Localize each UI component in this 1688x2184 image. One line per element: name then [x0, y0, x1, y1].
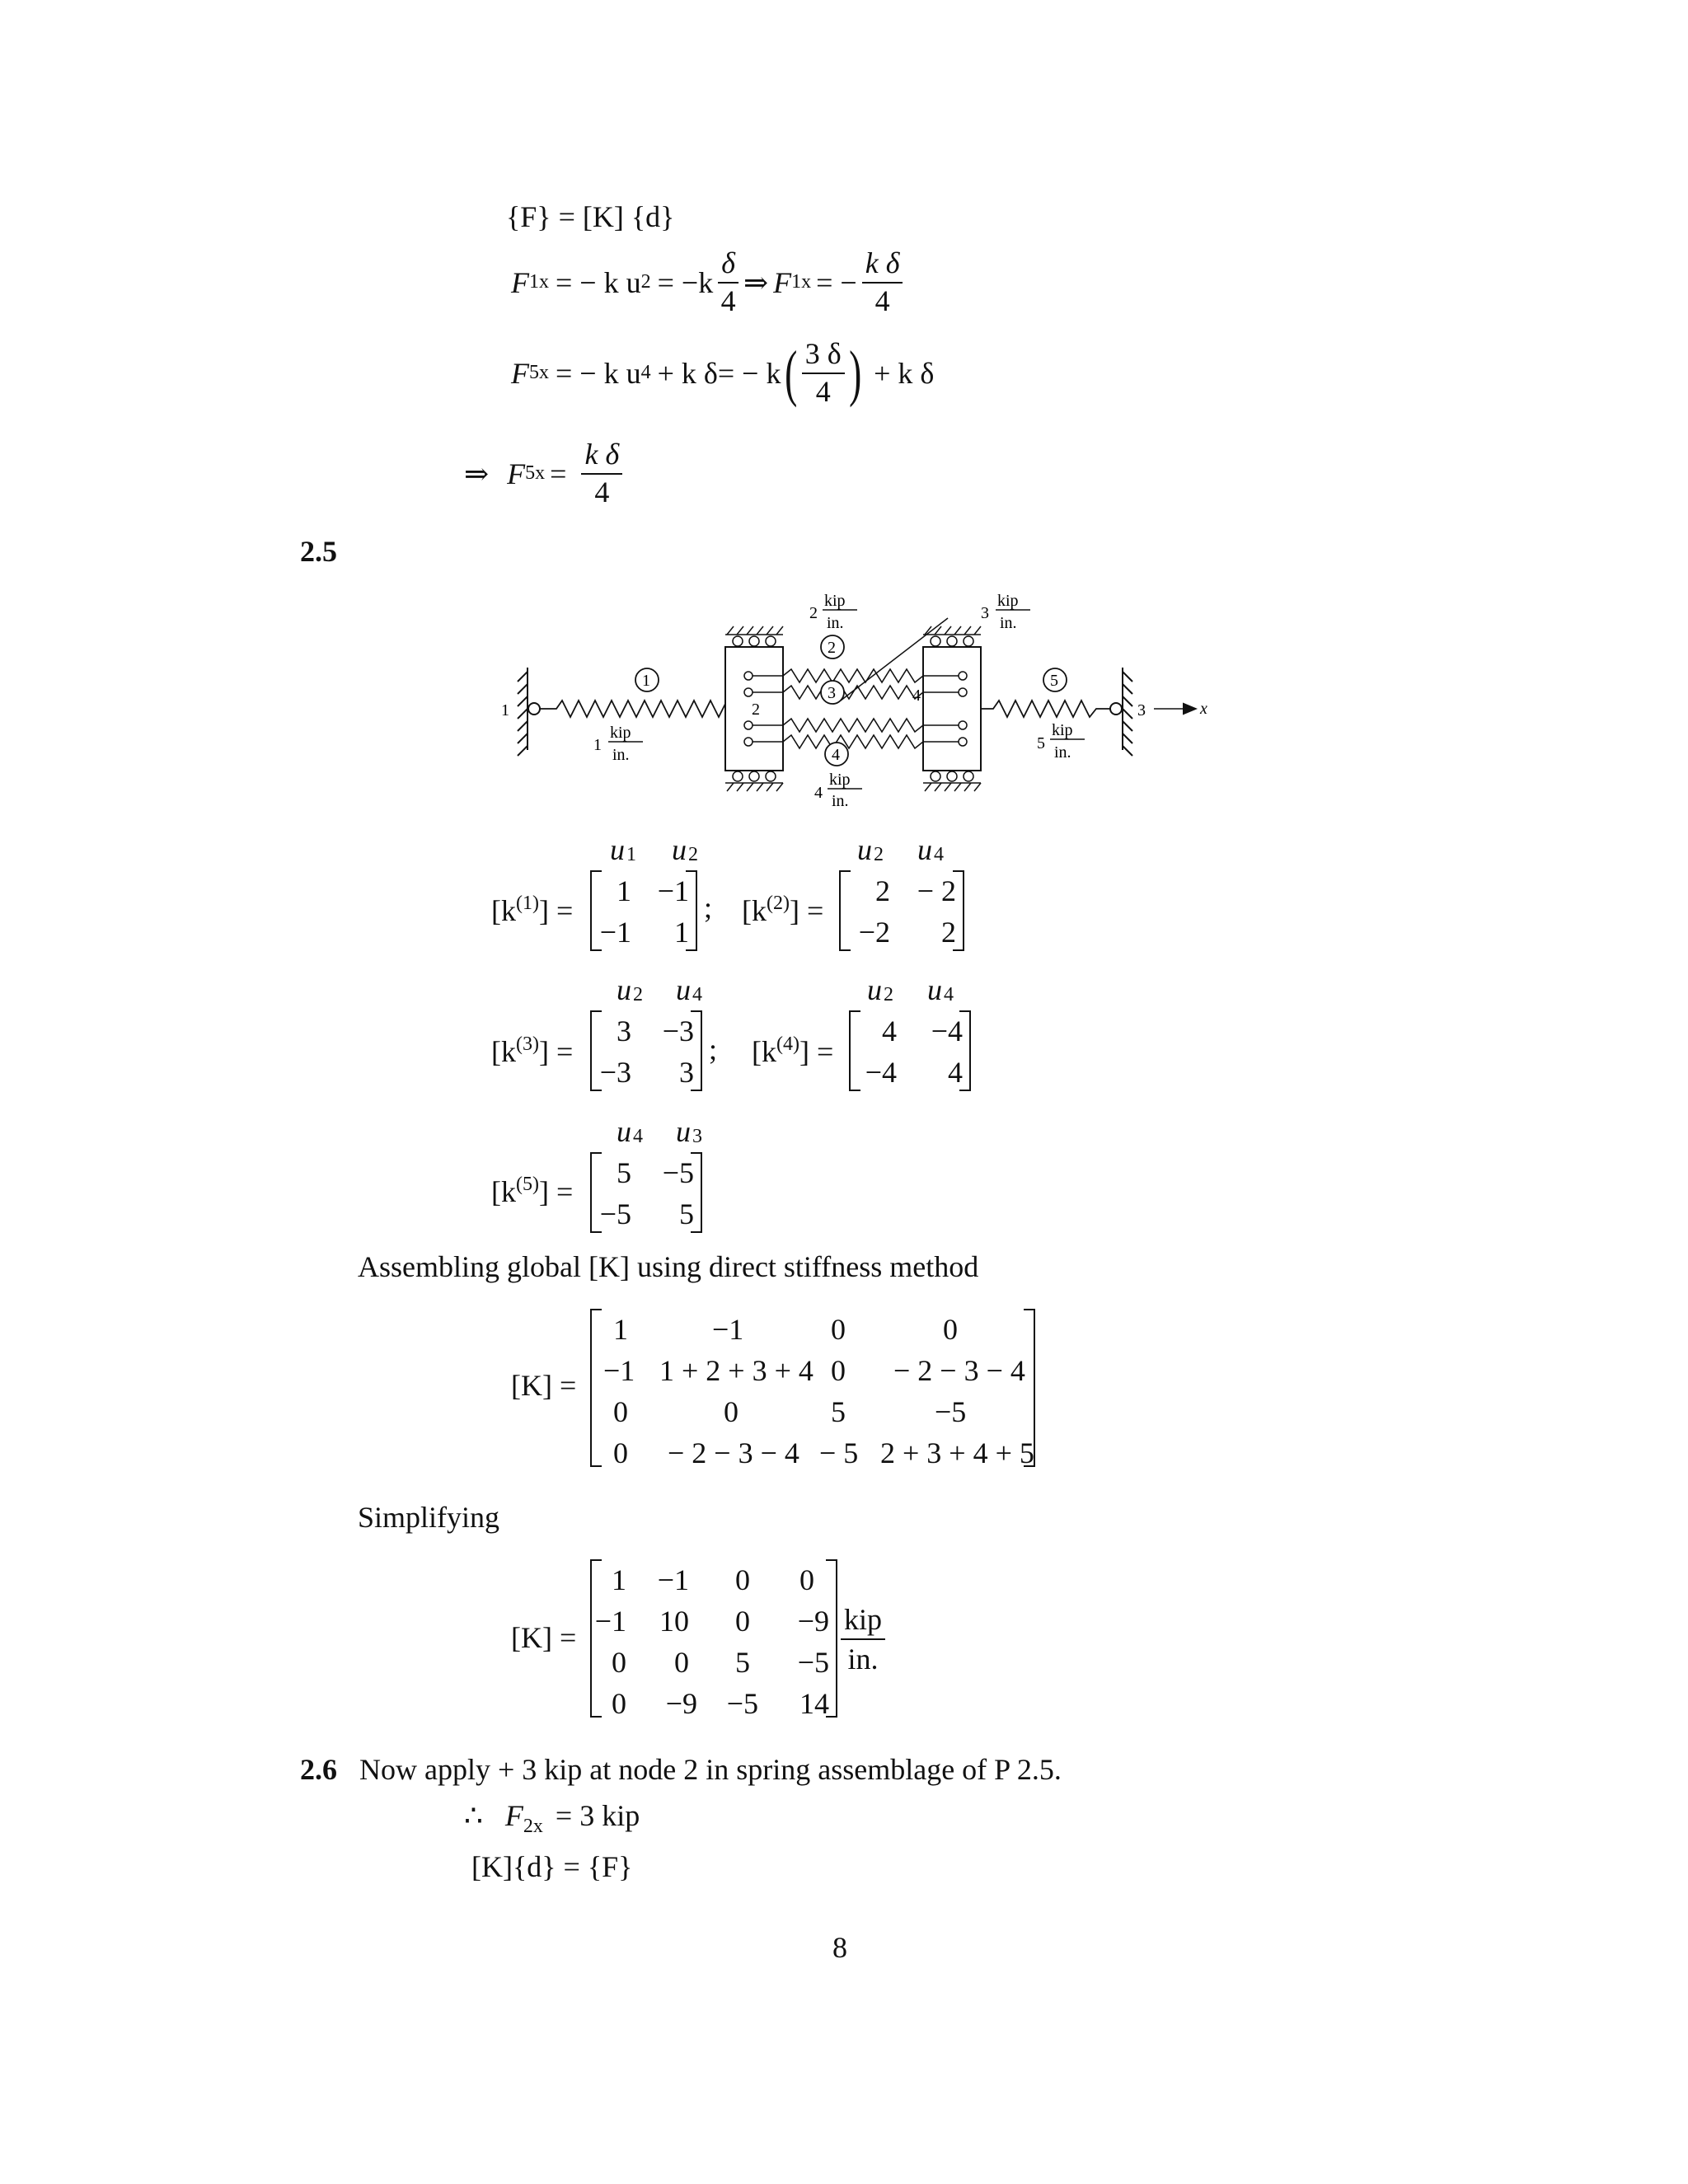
stiffness-2-unit-den: in. — [827, 614, 844, 632]
fraction-delta-over-4: $\frac{\delta}{4}$ — [718, 247, 738, 317]
K-simplified-cell: −5 — [797, 1646, 829, 1679]
simplified-K-matrix — [590, 1559, 837, 1718]
k2-cell: −2 — [858, 916, 890, 949]
k3-cell: −3 — [662, 1015, 694, 1047]
stiffness-4-value: 4 — [814, 784, 823, 802]
close-paren: ) — [848, 338, 862, 408]
stiffness-2-unit-num: kip — [824, 592, 846, 610]
k1-cell: −1 — [657, 874, 689, 907]
k1-matrix — [590, 870, 697, 951]
node-3-label: 3 — [1137, 701, 1146, 719]
k4-label: $[k^{(4)}]$ = — [752, 1033, 834, 1068]
k5-col-header-u3: u — [676, 1115, 691, 1148]
k3-col-sub-4: 4 — [692, 984, 702, 1005]
k4-cell: 4 — [882, 1015, 897, 1047]
node-1-pin — [528, 703, 540, 715]
k5-col-sub-4: 4 — [633, 1126, 643, 1147]
section-2-6-text: Now apply + 3 kip at node 2 in spring assemblage of P 2.5. — [359, 1753, 1062, 1786]
stiffness-1-unit-num: kip — [610, 724, 631, 742]
k2-cell: 2 — [941, 916, 956, 949]
stiffness-3-unit-den: in. — [1000, 614, 1017, 632]
k4-col-sub-4: 4 — [944, 984, 954, 1005]
K-cell: −1 — [603, 1354, 635, 1387]
stiffness-4-unit-den: in. — [832, 792, 849, 810]
k4-cell: 4 — [948, 1056, 963, 1089]
K-simplified-cell: 0 — [735, 1563, 750, 1596]
K-simplified-cell: 0 — [735, 1605, 750, 1638]
stiffness-2-value: 2 — [809, 604, 818, 622]
element-2-label: 2 — [828, 639, 836, 657]
K-simplified-cell: 14 — [799, 1687, 829, 1720]
equation-F5x-result: ⇒ F 5x = $\frac{\text{k δ}}{4}$ — [464, 438, 627, 509]
node-3-pin — [1110, 703, 1122, 715]
K-cell: 0 — [613, 1436, 628, 1469]
k3-separator: ; — [709, 1033, 718, 1066]
fraction-3delta-over-4: $\frac{3 \delta}{4}$ — [802, 338, 845, 408]
k1-label: $[k^{(1)}]$ = — [491, 893, 574, 927]
K-simplified-cell: −1 — [657, 1563, 689, 1596]
equation-F1x: F 1x = − k u 2 = −k $\frac{\delta}{4}$ ⇒ F 1x = − $\frac{\text{k δ}}{4}$ — [511, 247, 907, 317]
simplifying-text: Simplifying — [358, 1501, 500, 1534]
k3-label: $[k^{(3)}]$ = — [491, 1033, 574, 1068]
k3-col-sub-2: 2 — [633, 984, 643, 1005]
equation-F2x: ∴ $F_{2x} = 3$ kip — [464, 1799, 640, 1837]
k1-cell: 1 — [617, 874, 631, 907]
right-wall-support — [1123, 668, 1132, 756]
k4-col-sub-2: 2 — [884, 984, 893, 1005]
k4-cell: −4 — [865, 1056, 897, 1089]
K-cell: − 2 − 3 − 4 — [893, 1354, 1025, 1387]
K-simplified-cell: 0 — [612, 1646, 626, 1679]
K-cell: −1 — [712, 1313, 744, 1346]
k4-col-header-u4: u — [927, 973, 942, 1006]
k5-col-header-u4: u — [617, 1115, 631, 1148]
K-simplified-cell: 0 — [674, 1646, 689, 1679]
k2-col-sub-2: 2 — [874, 844, 884, 865]
k4-matrix — [849, 1010, 971, 1091]
k5-label: $[k^{(5)}]$ = — [491, 1174, 574, 1208]
k2-col-header-u2: u — [857, 833, 872, 866]
k2-label: $[k^{(2)}]$ = — [742, 893, 824, 927]
k2-col-header-u4: u — [917, 833, 932, 866]
k3-col-header-u4: u — [676, 973, 691, 1006]
k2-cell: − 2 — [917, 874, 956, 907]
k3-cell: −3 — [599, 1056, 631, 1089]
section-number-2-6: 2.6 — [300, 1753, 337, 1786]
k5-col-sub-3: 3 — [692, 1126, 702, 1147]
spring-assemblage-diagram — [486, 577, 1212, 824]
K-simplified-cell: −1 — [594, 1605, 626, 1638]
fraction-k-delta-over-4-result: $\frac{\text{k δ}}{4}$ — [581, 438, 622, 509]
k4-col-header-u2: u — [867, 973, 882, 1006]
assembly-text: Assembling global [K] using direct stiffness method — [358, 1250, 979, 1283]
K-cell: 0 — [943, 1313, 958, 1346]
node-1-label: 1 — [501, 701, 509, 719]
fraction-k-delta-over-4: $\frac{\text{k δ}}{4}$ — [862, 247, 903, 317]
k1-cell: 1 — [674, 916, 689, 949]
K-cell: 5 — [831, 1395, 846, 1428]
k1-separator: ; — [704, 891, 713, 924]
k2-col-sub-4: 4 — [934, 844, 944, 865]
K-cell: 0 — [613, 1395, 628, 1428]
stiffness-3-unit-num: kip — [997, 592, 1019, 610]
assembled-K-matrix — [590, 1309, 1035, 1467]
equation-F-equals-Kd: {F} = [K] {d} — [506, 200, 675, 233]
stiffness-5-unit-den: in. — [1054, 743, 1071, 762]
k1-col-header-u2: u — [672, 833, 687, 866]
equation-F5x: F 5x = − k u 4 + k δ= − k ( $\frac{3 \delta}{4}$ ) + k δ — [511, 337, 935, 408]
spring-element-5 — [981, 701, 1110, 717]
K-simplified-cell: −9 — [797, 1605, 829, 1638]
K-cell: − 2 − 3 − 4 — [668, 1436, 799, 1469]
node-2-label: 2 — [752, 701, 760, 719]
simplified-K-label: [K] = — [511, 1621, 577, 1654]
stiffness-1-value: 1 — [593, 736, 602, 754]
section-number-2-5: 2.5 — [300, 535, 337, 568]
open-paren: ( — [785, 338, 798, 408]
k5-matrix — [590, 1152, 702, 1233]
k1-col-sub-2: 2 — [688, 844, 698, 865]
node-4-label: 4 — [912, 687, 921, 705]
k5-cell: 5 — [617, 1156, 631, 1189]
simplified-K-unit: kip in. — [841, 1602, 885, 1676]
element-5-label: 5 — [1050, 672, 1058, 690]
K-simplified-cell: −9 — [665, 1687, 697, 1720]
K-cell: 1 — [613, 1313, 628, 1346]
k3-cell: 3 — [679, 1056, 694, 1089]
stiffness-5-value: 5 — [1037, 734, 1045, 752]
page-number: 8 — [832, 1931, 847, 1964]
element-1-label: 1 — [642, 672, 650, 690]
k5-cell: −5 — [662, 1156, 694, 1189]
k3-matrix — [590, 1010, 702, 1091]
k2-matrix — [839, 870, 964, 951]
k4-cell: −4 — [931, 1015, 963, 1047]
stiffness-1-unit-den: in. — [612, 746, 630, 764]
section-2-6 — [300, 1752, 1062, 1787]
K-simplified-cell: 5 — [735, 1646, 750, 1679]
stiffness-4-unit-num: kip — [829, 771, 851, 789]
K-cell: − 5 — [819, 1436, 859, 1469]
K-simplified-cell: 0 — [799, 1563, 814, 1596]
k5-cell: −5 — [599, 1197, 631, 1230]
k1-col-sub-1: 1 — [626, 844, 636, 865]
K-cell: 2 + 3 + 4 + 5 — [880, 1436, 1034, 1469]
left-wall-support — [518, 668, 528, 756]
K-cell: 0 — [724, 1395, 738, 1428]
K-cell: 0 — [831, 1354, 846, 1387]
k3-col-header-u2: u — [617, 973, 631, 1006]
node-4-block — [923, 647, 981, 771]
element-4-label: 4 — [832, 746, 840, 764]
stiffness-5-unit-num: kip — [1052, 721, 1073, 739]
assembly-K-label: [K] = — [511, 1369, 577, 1402]
K-cell: 1 + 2 + 3 + 4 — [659, 1354, 814, 1387]
stiffness-3-value: 3 — [981, 604, 989, 622]
k1-cell: −1 — [599, 916, 631, 949]
K-simplified-cell: 0 — [612, 1687, 626, 1720]
K-simplified-cell: 10 — [659, 1605, 689, 1638]
K-cell: 0 — [831, 1313, 846, 1346]
x-axis-label: x — [1200, 700, 1207, 718]
K-simplified-cell: 1 — [612, 1563, 626, 1596]
k5-cell: 5 — [679, 1197, 694, 1230]
K-simplified-cell: −5 — [726, 1687, 758, 1720]
k3-cell: 3 — [617, 1015, 631, 1047]
k2-cell: 2 — [875, 874, 890, 907]
element-3-label: 3 — [828, 684, 836, 702]
K-cell: −5 — [935, 1395, 967, 1428]
k1-col-header-u1: u — [610, 833, 625, 866]
equation-Kd-equals-F: [K]{d} = {F} — [471, 1850, 633, 1883]
